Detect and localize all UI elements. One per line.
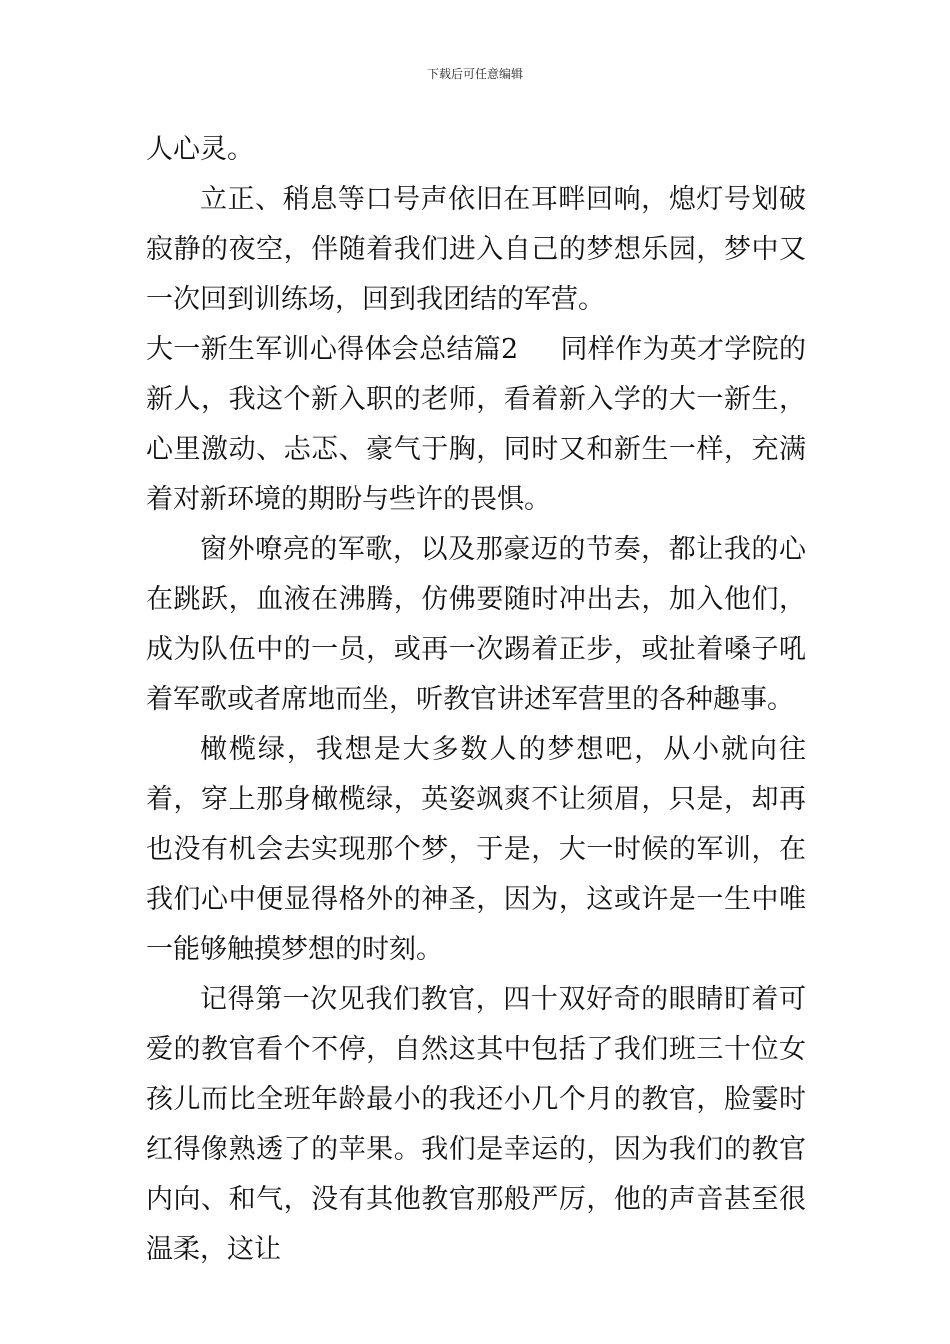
section-paragraph [146,325,806,525]
page-header: 下载后可任意编辑 [426,67,523,81]
paragraph: 橄榄绿，我想是大多数人的梦想吧，从小就向往着，穿上那身橄榄绿，英姿飒爽不让须眉，只是，却再也没有机会去实现那个梦，于是，大一时候的军训，在我们心中便显得格外的神圣，因为，这或许是一生中唯一能够触摸梦想的时刻。 [146,734,806,965]
document-body [146,125,806,1275]
paragraph-continuation: 人心灵。 [146,134,254,165]
section-title: 大一新生军训心得体会总结篇2 [146,334,519,365]
section-body: 同样作为英才学院的新人，我这个新入职的老师，看着新入学的大一新生，心里激动、忐忑、豪气于胸，同时又和新生一样，充满着对新环境的期盼与些许的畏惧。 [146,334,806,515]
paragraph: 窗外嘹亮的军歌，以及那豪迈的节奏，都让我的心在跳跃，血液在沸腾，仿佛要随时冲出去，加入他们，成为队伍中的一员，或再一次踢着正步，或扯着嗓子吼着军歌或者席地而坐，听教官讲述军营里的各种趣事。 [146,534,806,715]
paragraph: 立正、稍息等口号声依旧在耳畔回响，熄灯号划破寂静的夜空，伴随着我们进入自己的梦想乐园，梦中又一次回到训练场，回到我团结的军营。 [146,184,806,315]
paragraph: 记得第一次见我们教官，四十双好奇的眼睛盯着可爱的教官看个不停，自然这其中包括了我们班三十位女孩儿而比全班年龄最小的我还小几个月的教官，脸霎时红得像熟透了的苹果。我们是幸运的，因为我们的教官内向、和气，没有其他教官那般严厉，他的声音甚至很温柔，这让 [146,984,806,1265]
